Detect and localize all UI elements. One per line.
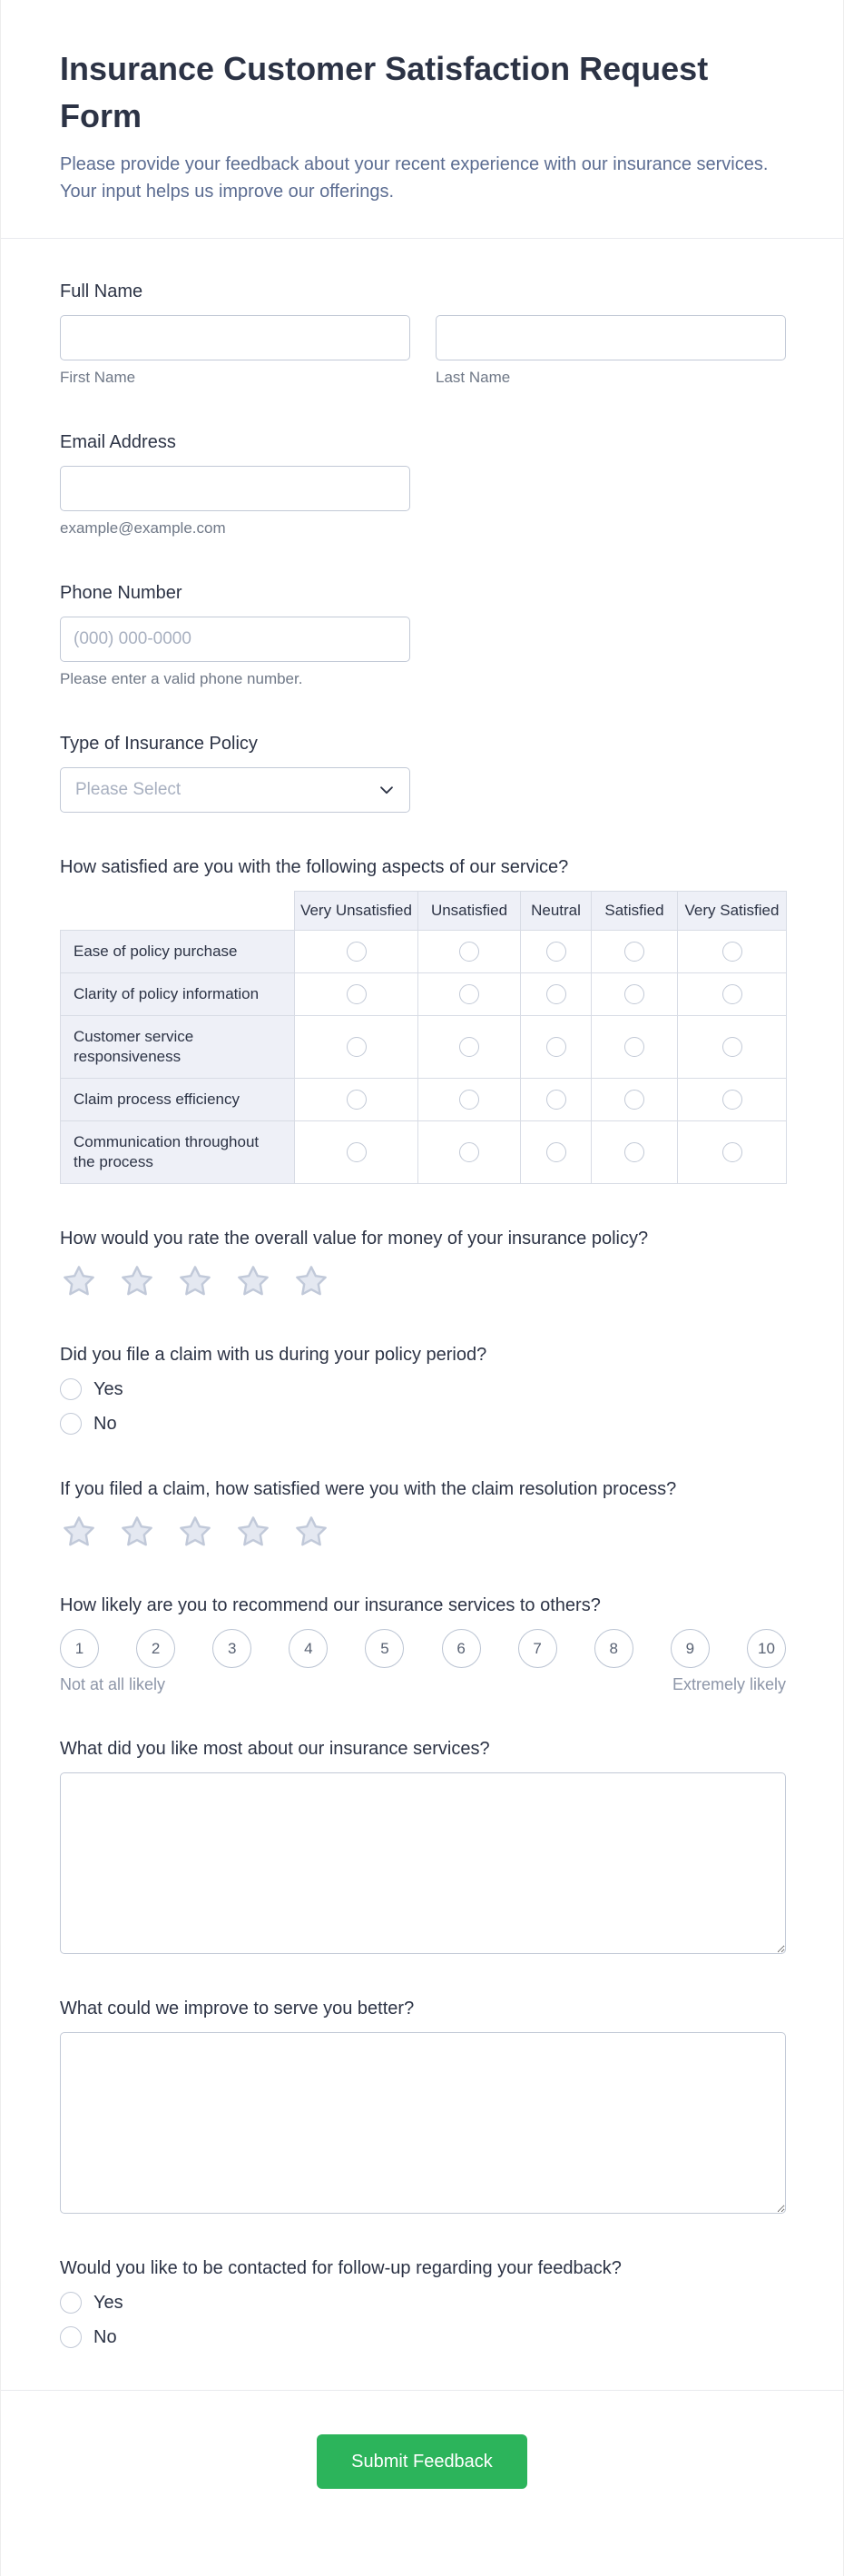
scale-option-7[interactable]: 7 [518, 1629, 557, 1668]
form-subtitle: Please provide your feedback about your recent experience with our insurance services. Your input helps us improve our offerings. [60, 154, 769, 202]
matrix-cell[interactable] [592, 1016, 678, 1079]
field-email [60, 429, 784, 538]
radio-icon [624, 1037, 644, 1057]
scale-right-label: Extremely likely [672, 1675, 786, 1693]
matrix-cell[interactable] [678, 1121, 787, 1184]
matrix-cell[interactable] [295, 931, 418, 973]
field-full-name [60, 279, 784, 388]
full-name-inputs [60, 315, 786, 388]
chevron-down-icon [377, 780, 397, 800]
matrix-cell[interactable] [418, 1016, 521, 1079]
star-icon[interactable] [118, 1262, 156, 1300]
matrix-cell[interactable] [521, 1079, 592, 1121]
radio-icon [624, 984, 644, 1004]
radio-icon [546, 984, 566, 1004]
first-name-group [60, 315, 410, 388]
matrix-col-header-very-unsatisfied: Very Unsatisfied [295, 892, 418, 931]
radio-option-label: Yes [93, 1378, 123, 1399]
radio-icon [722, 1037, 742, 1057]
radio-icon [347, 1142, 367, 1162]
radio-icon [624, 942, 644, 962]
matrix-row-label: Clarity of policy information [61, 973, 295, 1016]
radio-icon [60, 2326, 82, 2348]
radio-icon [546, 1090, 566, 1110]
form-body [1, 239, 843, 2348]
matrix-row-ease [61, 931, 787, 973]
matrix-cell[interactable] [678, 1016, 787, 1079]
radio-icon [459, 942, 479, 962]
scale-option-2[interactable]: 2 [136, 1629, 175, 1668]
star-icon[interactable] [292, 1513, 330, 1551]
followup-label: Would you like to be contacted for follow-up regarding your feedback? [60, 2258, 622, 2278]
liked-most-textarea[interactable] [60, 1772, 786, 1954]
scale-option-6[interactable]: 6 [442, 1629, 481, 1668]
radio-icon [546, 1142, 566, 1162]
radio-icon [347, 942, 367, 962]
form-title: Insurance Customer Satisfaction Request Form [60, 50, 709, 134]
filed-claim-option-no[interactable] [60, 1413, 117, 1435]
field-satisfaction-matrix [60, 854, 784, 1184]
matrix-row-responsiveness [61, 1016, 787, 1079]
star-icon[interactable] [292, 1262, 330, 1300]
first-name-sublabel: First Name [60, 369, 136, 386]
matrix-cell[interactable] [521, 1016, 592, 1079]
radio-icon [722, 1090, 742, 1110]
recommend-scale-labels [60, 1675, 786, 1694]
policy-type-selected-value: Please Select [75, 780, 182, 799]
matrix-cell[interactable] [592, 973, 678, 1016]
field-liked-most [60, 1736, 784, 1954]
email-label: Email Address [60, 432, 176, 452]
star-icon[interactable] [234, 1262, 272, 1300]
phone-input[interactable] [60, 617, 410, 662]
phone-sublabel: Please enter a valid phone number. [60, 670, 303, 687]
radio-icon [347, 1037, 367, 1057]
matrix-cell[interactable] [592, 1079, 678, 1121]
radio-icon [722, 1142, 742, 1162]
matrix-row-clarity [61, 973, 787, 1016]
matrix-row-claim-efficiency [61, 1079, 787, 1121]
form-footer [1, 2390, 843, 2540]
first-name-input[interactable] [60, 315, 410, 360]
recommend-scale-row [60, 1629, 786, 1668]
matrix-header-row [61, 892, 787, 931]
scale-option-5[interactable]: 5 [365, 1629, 404, 1668]
last-name-group [436, 315, 786, 388]
matrix-row-label: Communication throughout the process [61, 1121, 295, 1184]
matrix-col-header-neutral: Neutral [521, 892, 592, 931]
matrix-cell[interactable] [295, 1121, 418, 1184]
field-phone [60, 580, 784, 689]
radio-icon [624, 1142, 644, 1162]
scale-option-4[interactable]: 4 [289, 1629, 328, 1668]
scale-left-label: Not at all likely [60, 1675, 166, 1693]
field-claim-satisfaction [60, 1476, 784, 1551]
field-value-rating [60, 1226, 784, 1300]
star-icon[interactable] [176, 1262, 214, 1300]
improve-textarea[interactable] [60, 2032, 786, 2214]
field-filed-claim [60, 1342, 784, 1435]
phone-label: Phone Number [60, 583, 182, 603]
submit-button[interactable]: Submit Feedback [317, 2434, 527, 2489]
value-rating-label: How would you rate the overall value for money of your insurance policy? [60, 1229, 649, 1249]
star-icon[interactable] [176, 1513, 214, 1551]
satisfaction-matrix-table [60, 891, 787, 1184]
radio-icon [459, 1142, 479, 1162]
matrix-cell[interactable] [418, 1079, 521, 1121]
matrix-cell[interactable] [678, 1079, 787, 1121]
matrix-row-label: Ease of policy purchase [61, 931, 295, 973]
recommend-label: How likely are you to recommend our insurance services to others? [60, 1595, 601, 1615]
radio-icon [459, 1090, 479, 1110]
matrix-cell[interactable] [521, 931, 592, 973]
matrix-row-label: Claim process efficiency [61, 1079, 295, 1121]
followup-option-yes[interactable] [60, 2292, 123, 2314]
matrix-corner-cell [61, 892, 295, 931]
field-followup [60, 2255, 784, 2348]
liked-most-label: What did you like most about our insurance services? [60, 1739, 490, 1759]
last-name-sublabel: Last Name [436, 369, 511, 386]
star-icon[interactable] [60, 1262, 98, 1300]
form-header [1, 0, 843, 239]
radio-option-label: No [93, 2326, 117, 2347]
claim-satisfaction-stars [60, 1513, 784, 1551]
radio-icon [722, 984, 742, 1004]
radio-icon [347, 984, 367, 1004]
policy-type-label: Type of Insurance Policy [60, 734, 258, 754]
radio-icon [459, 1037, 479, 1057]
field-improve [60, 1996, 784, 2214]
radio-option-label: No [93, 1413, 117, 1434]
matrix-cell[interactable] [418, 973, 521, 1016]
radio-icon [546, 1037, 566, 1057]
matrix-cell[interactable] [592, 931, 678, 973]
matrix-cell[interactable] [521, 1121, 592, 1184]
radio-icon [459, 984, 479, 1004]
email-input[interactable] [60, 466, 410, 511]
radio-option-label: Yes [93, 2292, 123, 2313]
radio-icon [60, 2292, 82, 2314]
full-name-label: Full Name [60, 281, 143, 301]
star-icon[interactable] [118, 1513, 156, 1551]
field-recommend-scale [60, 1593, 784, 1694]
star-icon[interactable] [234, 1513, 272, 1551]
matrix-cell[interactable] [295, 1079, 418, 1121]
matrix-cell[interactable] [295, 973, 418, 1016]
value-rating-stars [60, 1262, 784, 1300]
claim-satisfaction-label: If you filed a claim, how satisfied were you with the claim resolution process? [60, 1479, 677, 1499]
filed-claim-label: Did you file a claim with us during your policy period? [60, 1345, 487, 1365]
radio-icon [624, 1090, 644, 1110]
matrix-cell[interactable] [418, 1121, 521, 1184]
followup-option-no[interactable] [60, 2326, 117, 2348]
matrix-cell[interactable] [418, 931, 521, 973]
scale-option-10[interactable]: 10 [747, 1629, 786, 1668]
filed-claim-option-yes[interactable] [60, 1378, 123, 1400]
improve-label: What could we improve to serve you better? [60, 1999, 415, 2018]
matrix-cell[interactable] [295, 1016, 418, 1079]
last-name-input[interactable] [436, 315, 786, 360]
field-policy-type [60, 731, 784, 813]
matrix-question-label: How satisfied are you with the following aspects of our service? [60, 857, 569, 877]
matrix-col-header-satisfied: Satisfied [592, 892, 678, 931]
matrix-cell[interactable] [592, 1121, 678, 1184]
matrix-cell[interactable] [521, 973, 592, 1016]
radio-icon [546, 942, 566, 962]
matrix-col-header-unsatisfied: Unsatisfied [418, 892, 521, 931]
matrix-row-communication [61, 1121, 787, 1184]
scale-option-9[interactable]: 9 [671, 1629, 710, 1668]
matrix-cell[interactable] [678, 973, 787, 1016]
scale-option-3[interactable]: 3 [212, 1629, 251, 1668]
scale-option-8[interactable]: 8 [594, 1629, 633, 1668]
radio-icon [722, 942, 742, 962]
matrix-cell[interactable] [678, 931, 787, 973]
radio-icon [60, 1413, 82, 1435]
matrix-row-label: Customer service responsiveness [61, 1016, 295, 1079]
radio-icon [347, 1090, 367, 1110]
policy-type-select[interactable] [60, 767, 410, 813]
radio-icon [60, 1378, 82, 1400]
email-sublabel: example@example.com [60, 519, 226, 537]
scale-option-1[interactable]: 1 [60, 1629, 99, 1668]
matrix-col-header-very-satisfied: Very Satisfied [678, 892, 787, 931]
star-icon[interactable] [60, 1513, 98, 1551]
